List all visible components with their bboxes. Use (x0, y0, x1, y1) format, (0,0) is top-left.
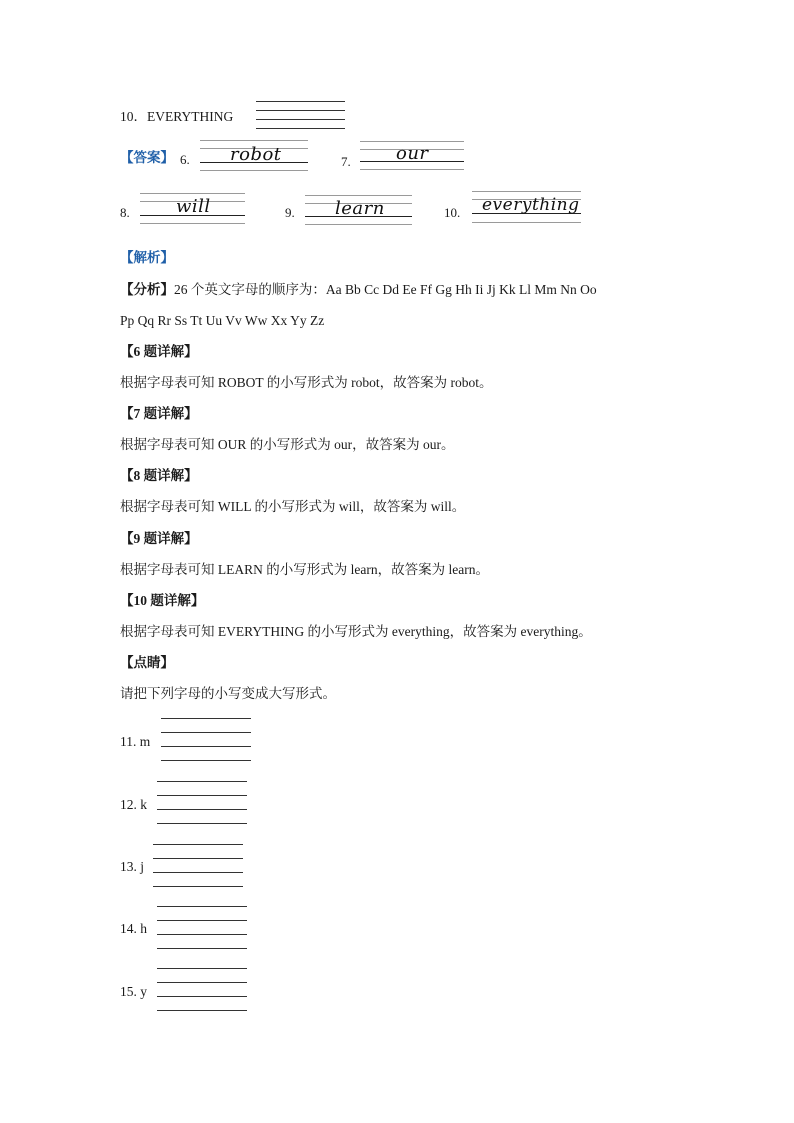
detail-10-head: 【10 题详解】 (120, 593, 205, 608)
question-10-writing-grid[interactable] (256, 101, 345, 131)
detail-7-text: 根据字母表可知 OUR 的小写形式为 our，故答案为 our。 (120, 437, 455, 452)
detail-9-head: 【9 题详解】 (120, 531, 198, 546)
answer-9-grid (305, 195, 412, 225)
answer-7-grid (360, 141, 464, 171)
detail-8-head: 【8 题详解】 (120, 468, 198, 483)
answer-8-number: 8. (120, 205, 130, 220)
answer-8-grid (140, 193, 245, 225)
detail-10-text: 根据字母表可知 EVERYTHING 的小写形式为 everything，故答案为 everything。 (120, 624, 592, 639)
detail-7-head: 【7 题详解】 (120, 406, 198, 421)
answer-6-word: robot (230, 144, 282, 165)
analysis-tag: 【解析】 (120, 250, 174, 265)
analysis-fenxi (120, 281, 597, 299)
answer-8-word: will (176, 196, 211, 217)
answer-7-number: 7. (341, 154, 351, 169)
answer-6-grid (200, 140, 308, 172)
fenxi-line-1: 26 个英文字母的顺序为：Aa Bb Cc Dd Ee Ff Gg Hh Ii Jj Kk Ll Mm Nn Oo (174, 282, 597, 297)
detail-6-text: 根据字母表可知 ROBOT 的小写形式为 robot，故答案为 robot。 (120, 375, 493, 390)
question-14-label: 14. h (120, 921, 147, 936)
question-13-label: 13. j (120, 859, 145, 874)
detail-8-text: 根据字母表可知 WILL 的小写形式为 will，故答案为 will。 (120, 499, 466, 514)
answer-6-number: 6. (180, 152, 190, 167)
answer-10-grid (472, 191, 581, 224)
question-15-label: 15. y (120, 984, 147, 999)
answer-9-word: learn (335, 198, 385, 219)
question-12-writing-grid[interactable] (157, 781, 247, 824)
question-15-writing-grid[interactable] (157, 968, 247, 1011)
answer-10-word: everything (482, 195, 580, 215)
answer-7-word: our (396, 143, 429, 164)
fenxi-line-2: Pp Qq Rr Ss Tt Uu Vv Ww Xx Yy Zz (120, 313, 325, 328)
answer-10-number: 10. (444, 205, 461, 220)
dianjing-tag: 【点睛】 (120, 655, 174, 670)
question-12-label: 12. k (120, 797, 147, 812)
question-14-writing-grid[interactable] (157, 906, 247, 949)
answer-tag: 【答案】 (120, 150, 174, 165)
detail-6-head: 【6 题详解】 (120, 344, 198, 359)
question-13-writing-grid[interactable] (153, 844, 243, 887)
instruction: 请把下列字母的小写变成大写形式。 (120, 686, 336, 701)
answer-9-number: 9. (285, 205, 295, 220)
question-11-writing-grid[interactable] (161, 718, 251, 761)
question-10-label: 10．EVERYTHING (120, 109, 234, 124)
question-11-label: 11. m (120, 734, 151, 749)
detail-9-text: 根据字母表可知 LEARN 的小写形式为 learn，故答案为 learn。 (120, 562, 489, 577)
fenxi-tag: 【分析】 (120, 282, 174, 297)
